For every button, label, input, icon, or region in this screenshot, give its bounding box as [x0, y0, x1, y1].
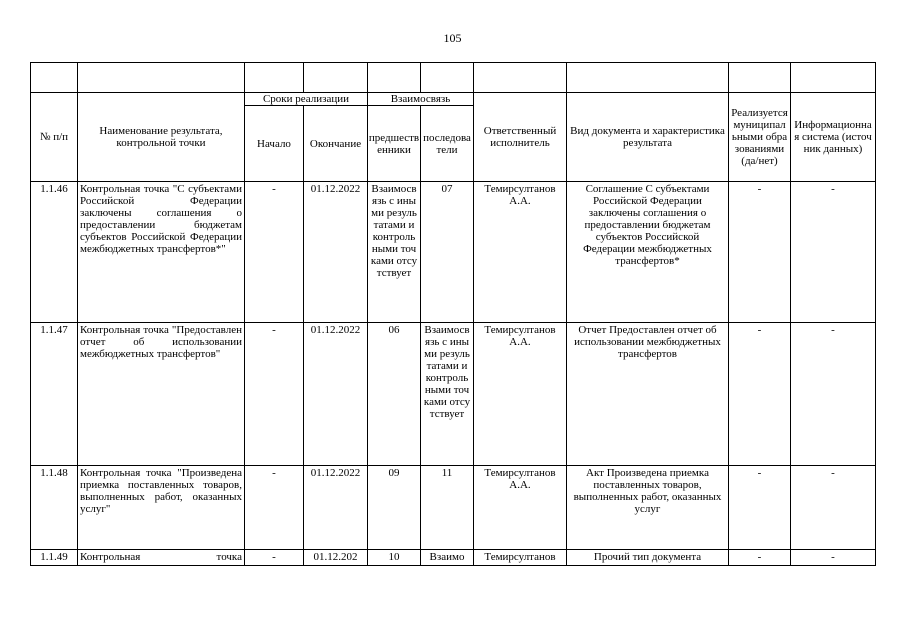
table-row: [31, 466, 876, 550]
row-num: 1.1.47: [31, 323, 78, 466]
row-doc: Акт Произведена приемка поставленных товаров, выполненных работ, оказанных услуг: [567, 466, 729, 550]
row-predecessors: 06: [368, 323, 421, 466]
row-municipal: -: [729, 182, 791, 323]
header-responsible: Ответственный исполнитель: [474, 93, 567, 182]
table-row: [31, 182, 876, 323]
row-info-system: -: [791, 182, 876, 323]
row-predecessors: Взаимосвязь с иными результатами и контрольными точками отсутствует: [368, 182, 421, 323]
page-number: 105: [443, 31, 462, 45]
row-name: Контрольная точка: [78, 550, 245, 566]
row-name: Контрольная точка "Предоставлен отчет об использовании межбюджетных трансфертов": [78, 323, 245, 466]
row-responsible: Темирсултанов А.А.: [474, 182, 567, 323]
row-end: 01.12.2022: [304, 466, 368, 550]
row-responsible: Темирсултанов: [474, 550, 567, 566]
row-num: 1.1.48: [31, 466, 78, 550]
row-municipal: -: [729, 466, 791, 550]
row-predecessors: 09: [368, 466, 421, 550]
header-municipal: Реализуется муниципальными образованиями (да/нет): [729, 93, 791, 182]
row-doc: Прочий тип документа: [567, 550, 729, 566]
row-responsible: Темирсултанов А.А.: [474, 323, 567, 466]
header-sroki: Сроки реализации: [245, 93, 368, 106]
row-start: -: [245, 323, 304, 466]
row-start: -: [245, 182, 304, 323]
row-successors: 11: [421, 466, 474, 550]
row-end: 01.12.2022: [304, 182, 368, 323]
row-responsible: Темирсултанов А.А.: [474, 466, 567, 550]
row-doc: Соглашение С субъектами Российской Федерации заключены соглашения о предоставлении бюджетам субъектов Российской Федерации межбюджетных трансфертов*: [567, 182, 729, 323]
row-start: -: [245, 466, 304, 550]
table-row: [31, 550, 876, 566]
header-doc-type: Вид документа и характеристика результата: [567, 93, 729, 182]
row-name: Контрольная точка "С субъектами Российской Федерации заключены соглашения о предоставлении бюджетам субъектов Российской Федерации межбюджетных трансфертов*": [78, 182, 245, 323]
header-start: Начало: [245, 106, 304, 182]
row-end: 01.12.2022: [304, 323, 368, 466]
row-info-system: -: [791, 550, 876, 566]
header-vzaimosvyaz: Взаимосвязь: [368, 93, 474, 106]
header-num: № п/п: [31, 93, 78, 182]
header-predecessors: предшественники: [368, 106, 421, 182]
row-num: 1.1.49: [31, 550, 78, 566]
header-successors: последователи: [421, 106, 474, 182]
row-municipal: -: [729, 323, 791, 466]
control-points-table: [30, 62, 876, 566]
row-start: -: [245, 550, 304, 566]
header-info-system: Информационная система (источник данных): [791, 93, 876, 182]
row-doc: Отчет Предоставлен отчет об использовании межбюджетных трансфертов: [567, 323, 729, 466]
row-end: 01.12.202: [304, 550, 368, 566]
row-successors: 07: [421, 182, 474, 323]
header-end: Окончание: [304, 106, 368, 182]
row-info-system: -: [791, 323, 876, 466]
row-municipal: -: [729, 550, 791, 566]
empty-top-row: [31, 63, 876, 93]
table-row: [31, 323, 876, 466]
row-successors: Взаимо: [421, 550, 474, 566]
header-row-1: [31, 93, 876, 106]
row-predecessors: 10: [368, 550, 421, 566]
row-info-system: -: [791, 466, 876, 550]
row-successors: Взаимосвязь с иными результатами и контрольными точками отсутствует: [421, 323, 474, 466]
row-num: 1.1.46: [31, 182, 78, 323]
header-name: Наименование результата, контрольной точки: [78, 93, 245, 182]
row-name: Контрольная точка "Произведена приемка поставленных товаров, выполненных работ, оказанных услуг": [78, 466, 245, 550]
